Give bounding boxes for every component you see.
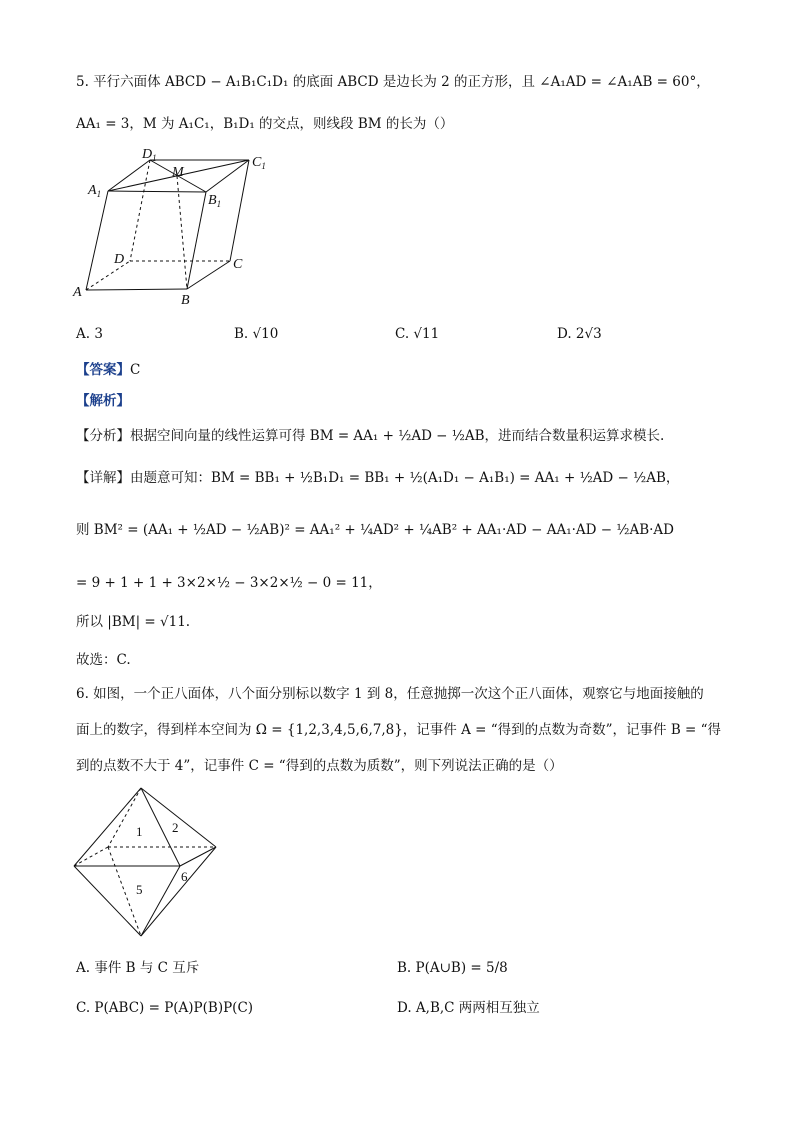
- answer-line: [76, 360, 140, 380]
- face-label-2: 2: [172, 820, 179, 835]
- xiangjie-text: 由题意可知：BM = BB₁ + ½B₁D₁ = BB₁ + ½(A₁D₁ − A₁B₁) = AA₁ + ½AD − ½AB，: [130, 470, 680, 486]
- q5-option-b[interactable]: B. √10: [234, 326, 279, 342]
- fenxi-tag: 【分析】: [76, 428, 130, 444]
- face-label-6: 6: [181, 869, 188, 884]
- label-d: D: [114, 252, 125, 267]
- calc-line3: 所以 |BM| = √11.: [76, 614, 191, 630]
- oct-edge-hidden-left: [74, 847, 108, 866]
- q6-stem-line1: 6. 如图，一个正八面体，八个面分别标以数字 1 到 8，任意抛掷一次这个正八面体，观察它与地面接触的: [76, 686, 704, 702]
- edge-bc: [187, 261, 230, 289]
- q5-stem-line2: AA₁ = 3，M 为 A₁C₁，B₁D₁ 的交点，则线段 BM 的长为（）: [76, 116, 454, 132]
- q5-option-d[interactable]: D. 2√3: [557, 326, 602, 342]
- q6-stem-line3: 到的点数不大于 4”，记事件 C = “得到的点数为质数”，则下列说法正确的是（）: [76, 758, 563, 774]
- label-b1: $B_1$: [208, 193, 222, 209]
- q6-stem-line2: 面上的数字，得到样本空间为 Ω = {1,2,3,4,5,6,7,8}，记事件 A = “得到的点数为奇数”，记事件 B = “得: [76, 722, 722, 738]
- oct-edge-bottom-left: [74, 866, 141, 936]
- label-c1: $C_1$: [252, 155, 266, 171]
- label-b: B: [181, 293, 190, 308]
- label-d1: $D_1$: [142, 147, 157, 163]
- edge-dd1-hidden: [130, 160, 150, 261]
- oct-edge-mid-right: [180, 847, 216, 866]
- q6-option-d[interactable]: D. A,B,C 两两相互独立: [397, 1000, 540, 1016]
- q6-option-b[interactable]: B. P(A∪B) = 5/8: [397, 960, 508, 976]
- edge-bb1: [187, 192, 206, 289]
- segment-bm-hidden: [177, 176, 187, 289]
- q5-stem-line1: 5. 平行六面体 ABCD − A₁B₁C₁D₁ 的底面 ABCD 是边长为 2 的正方形，且 ∠A₁AD = ∠A₁AB = 60°，: [76, 74, 710, 90]
- label-m: M: [172, 165, 184, 180]
- xiangjie-tag: 【详解】: [76, 470, 130, 486]
- oct-edge-top-right: [141, 788, 216, 847]
- label-a1: $A_1$: [88, 183, 102, 199]
- calc-line2: = 9 + 1 + 1 + 3×2×½ − 3×2×½ − 0 = 11，: [76, 575, 382, 591]
- fenxi-line: [76, 426, 664, 446]
- face-label-5: 5: [136, 882, 143, 897]
- oct-edge-bottom-right: [141, 847, 216, 936]
- q5-option-c[interactable]: C. √11: [395, 326, 440, 342]
- edge-ab: [86, 289, 187, 290]
- fenxi-text: 根据空间向量的线性运算可得 BM = AA₁ + ½AD − ½AB，进而结合数量积运算求模长.: [130, 428, 665, 444]
- octahedron-figure: [68, 784, 228, 944]
- analysis-tag: [76, 391, 130, 411]
- edge-aa1: [86, 191, 108, 290]
- q6-option-a[interactable]: A. 事件 B 与 C 互斥: [76, 960, 200, 976]
- face-label-1: 1: [136, 824, 143, 839]
- calc-line1: 则 BM² = (AA₁ + ½AD − ½AB)² = AA₁² + ¼AD² + ¼AB² + AA₁·AD − AA₁·AD − ½AB·AD: [76, 522, 674, 538]
- xiangjie-line: [76, 468, 679, 488]
- oct-edge-bottom-front: [141, 866, 180, 936]
- answer-tag: 【答案】: [76, 362, 130, 378]
- parallelepiped-figure: [70, 146, 290, 308]
- q6-option-c[interactable]: C. P(ABC) = P(A)P(B)P(C): [76, 1000, 254, 1016]
- oct-edge-top-left: [74, 788, 141, 866]
- analysis-tag-text: 【解析】: [76, 393, 130, 409]
- q5-option-a[interactable]: A. 3: [76, 326, 103, 342]
- conclusion: 故选：C.: [76, 652, 131, 668]
- edge-cc1: [230, 160, 249, 261]
- edge-a1b1: [108, 191, 206, 192]
- label-a: A: [73, 285, 82, 300]
- answer-value: C: [130, 362, 141, 378]
- label-c: C: [233, 257, 243, 272]
